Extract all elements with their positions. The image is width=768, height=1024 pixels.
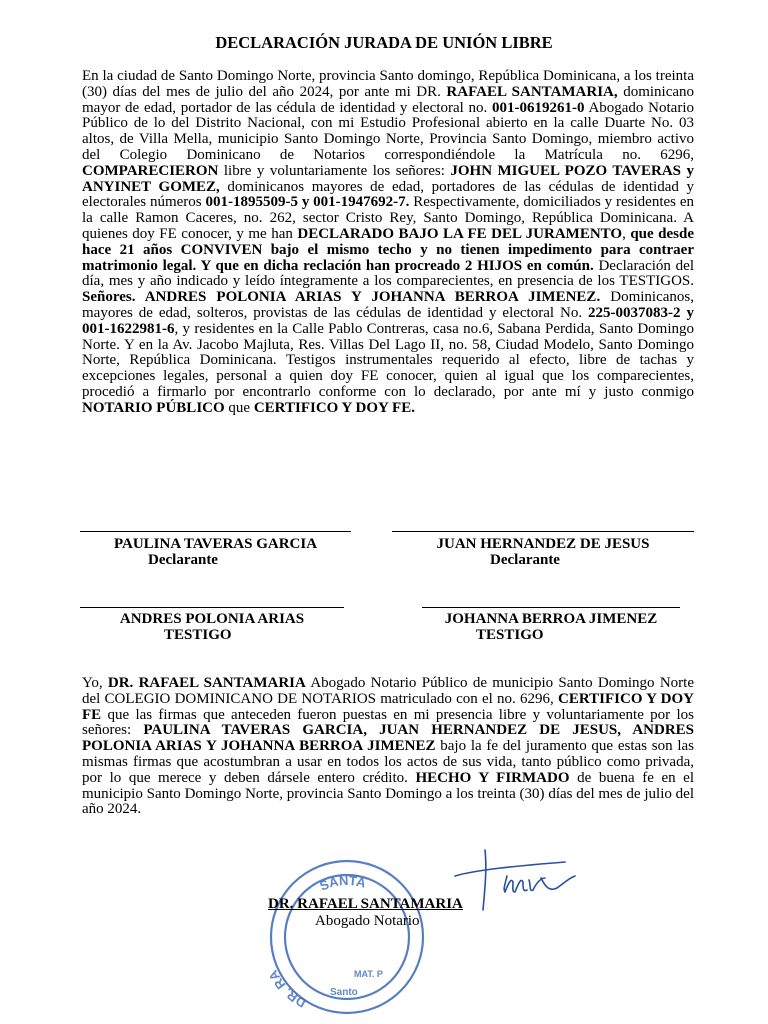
paragraph2-segment: que las firmas que anteceden fueron puestas en mi presencia libre y voluntariamente por los señores: [82, 706, 694, 739]
paragraph1-segment: Dominicanos, mayores de edad, solteros, provistas de las cédulas de identidad y electoral No. [82, 289, 694, 321]
stamp-text-bottom-2: Santo [330, 987, 358, 998]
paragraph1-segment: Respectivamente, domiciliados y residentes en la calle Ramon Caceres, no. 262, sector Cristo Rey, Santo Domingo, República Dominicana. A quienes doy FE conocer, y me han [82, 194, 695, 242]
notary-stamp-icon [262, 855, 432, 1020]
paragraph1-segment: , [622, 225, 631, 242]
witness-2-role: TESTIGO [476, 627, 544, 643]
document-title: DECLARACIÓN JURADA DE UNIÓN LIBRE [215, 33, 553, 52]
paragraph1-segment: 001-1895509-5 y 001-1947692-7. [205, 194, 410, 211]
paragraph2-segment: Abogado Notario Público de municipio Santo Domingo Norte del COLEGIO DOMINICANO DE NOTARIOS matriculado con el no. 6296, [82, 675, 695, 707]
paragraph1-segment: que [224, 399, 254, 416]
paragraph1-segment: Declaración del día, mes y año indicado y leído íntegramente a los comparecientes, en presencia de los TESTIGOS. [82, 257, 694, 290]
witness-2-name: JOHANNA BERROA JIMENEZ [444, 611, 658, 627]
paragraph1-segment: En la ciudad de Santo Domingo Norte, provincia Santo domingo, República Dominicana, a los treinta (30) días del mes de julio del año 2024, por ante mi DR. [82, 68, 694, 100]
witness-1-name: ANDRES POLONIA ARIAS [119, 611, 305, 627]
paragraph2-segment: DR. RAFAEL SANTAMARIA [107, 675, 306, 691]
paragraph2-segment: CERTIFICO Y DOY FE [82, 690, 694, 723]
notary-name: DR. RAFAEL SANTAMARIA [268, 896, 463, 912]
paragraph1-segment: dominicano mayor de edad, portador de las cédula de identidad y electoral no. [82, 83, 695, 116]
signature-line-witness-1 [80, 607, 344, 608]
paragraph2-segment: Yo, [82, 675, 108, 691]
signature-line-witness-2 [422, 607, 680, 608]
paragraph1-segment: RAFAEL SANTAMARIA, [446, 83, 618, 100]
certification-paragraph [82, 676, 694, 818]
declarant-2-name: JUAN HERNANDEZ DE JESUS [436, 536, 650, 552]
paragraph1-segment: JOHN MIGUEL POZO TAVERAS y ANYINET GOMEZ, [82, 162, 694, 195]
paragraph2-segment: de buena fe en el municipio Santo Domingo Norte, provincia Santo Domingo a los treinta (30) días del mes de julio del año 2024. [82, 769, 695, 818]
paragraph1-segment: que desde hace 21 años CONVIVEN bajo el mismo techo y no tienen impedimento para contraer matrimonio legal. Y que en dicha reclación han procreado 2 HIJOS en común. [82, 225, 694, 274]
declarant-1-name: PAULINA TAVERAS GARCIA [113, 536, 318, 552]
paragraph1-segment: dominicanos mayores de edad, portadores de las cédulas de identidad y electorales números [82, 178, 694, 211]
paragraph1-segment: CERTIFICO Y DOY FE. [253, 399, 415, 416]
declarant-1-role: Declarante [148, 552, 218, 568]
stamp-text-top: SANTA [317, 872, 368, 894]
stamp-text-bottom: MAT. P [354, 969, 383, 979]
paragraph1-segment: 001-0619261-0 [492, 99, 585, 116]
paragraph1-segment: DECLARADO BAJO LA FE DEL JURAMENTO [297, 225, 623, 242]
paragraph1-segment: libre y voluntariamente los señores: [218, 162, 451, 179]
declaration-paragraph [82, 69, 694, 417]
paragraph1-segment: 225-0037083-2 y 001-1622981-6 [82, 304, 694, 337]
paragraph2-segment: HECHO Y FIRMADO [415, 769, 570, 786]
signature-line-declarant-2 [392, 531, 694, 532]
paragraph1-segment: Abogado Notario Público de lo del Distrito Nacional, con mi Estudio Profesional abierto en la calle Duarte No. 03 altos, de Villa Mella, municipio Santo Domingo Norte, Provincia Santo Domingo, miembro activo del Colegio Dominicano de Notarios correspondiéndole la Matrícula no. 6296, [82, 99, 694, 163]
stamp-text-left: DR. RA [265, 967, 309, 1011]
declarant-2-role: Declarante [490, 552, 560, 568]
paragraph1-segment: Señores. ANDRES POLONIA ARIAS Y JOHANNA BERROA JIMENEZ. [82, 289, 601, 306]
witness-1-role: TESTIGO [164, 627, 232, 643]
paragraph2-segment: bajo la fe del juramento que estas son las mismas firmas que acostumbran a usar en todos los actos de sus vida, tanto público como privada, por lo que merece y deben dársele entero crédito. [82, 738, 694, 786]
paragraph1-segment: , y residentes en la Calle Pablo Contreras, casa no.6, Sabana Perdida, Santo Domingo Norte. Y en la Av. Jacobo Majluta, Res. Villas Del Lago II, no. 58, Ciudad Modelo, Santo Domingo Norte, República Dominicana. Testigos instrumentales requerido al efecto, libre de tachas y excepciones legales, personal a quien doy FE conocer, quien al igual que los comparecientes, procedió a firmarlo por encontrarlo conforme con lo declarado, por ante mí y justo conmigo [82, 320, 694, 400]
paragraph2-segment: PAULINA TAVERAS GARCIA, JUAN HERNANDEZ DE JESUS, ANDRES POLONIA ARIAS Y JOHANNA BERROA JIMENEZ [82, 722, 694, 755]
notary-role: Abogado Notario [315, 913, 420, 929]
paragraph1-segment: COMPARECIERON [82, 162, 219, 179]
signature-line-declarant-1 [80, 531, 351, 532]
paragraph1-segment: NOTARIO PÚBLICO [82, 399, 225, 416]
